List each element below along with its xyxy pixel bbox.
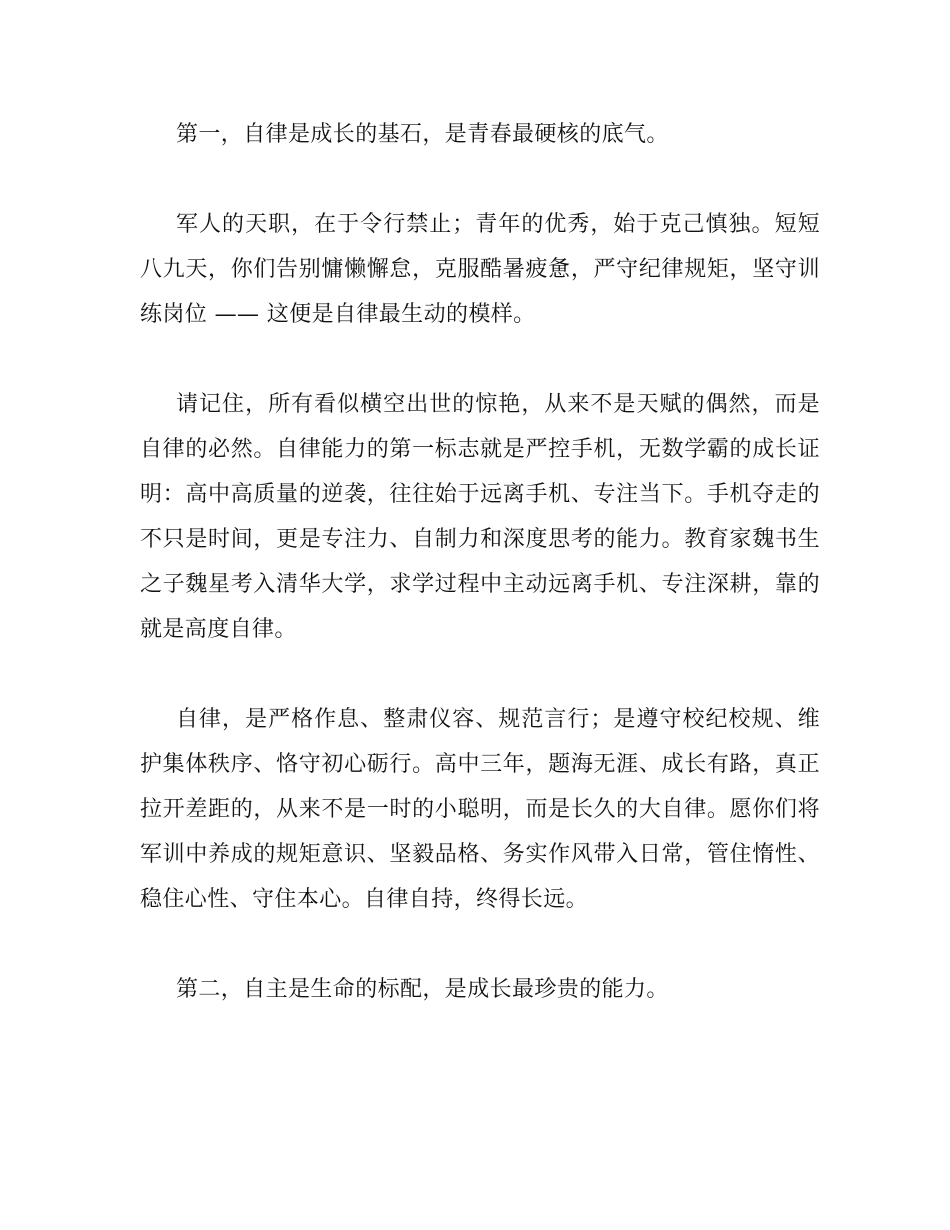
heading-point-one: 第一，自律是成长的基石，是青春最硬核的底气。 bbox=[176, 122, 669, 147]
paragraph-self-discipline: 自律，是严格作息、整肃仪容、规范言行；是遵守校纪校规、维护集体秩序、恪守初心砺行。高中三年，题海无涯、成长有路，真正拉开差距的，从来不是一时的小聪明，而是长久的大自律。愿你们将军训中养成的规矩意识、坚毅品格、务实作风带入日常，管住惰性、稳住心性、守住本心。自律自持，终得长远。 bbox=[140, 707, 820, 912]
paragraph-military-discipline: 军人的天职，在于令行禁止；青年的优秀，始于克己慎独。短短八九天，你们告别慵懒懈怠，克服酷暑疲惫，严守纪律规矩，坚守训练岗位 —— 这便是自律最生动的模样。 bbox=[140, 212, 820, 327]
document-body bbox=[140, 112, 820, 1012]
paragraph-phone-control: 请记住，所有看似横空出世的惊艳，从来不是天赋的偶然，而是自律的必然。自律能力的第一标志就是严控手机，无数学霸的成长证明：高中高质量的逆袭，往往始于远离手机、专注当下。手机夺走的不只是时间，更是专注力、自制力和深度思考的能力。教育家魏书生之子魏星考入清华大学，求学过程中主动远离手机、专注深耕，靠的就是高度自律。 bbox=[140, 392, 820, 642]
heading-point-two: 第二，自主是生命的标配，是成长最珍贵的能力。 bbox=[176, 977, 669, 1002]
